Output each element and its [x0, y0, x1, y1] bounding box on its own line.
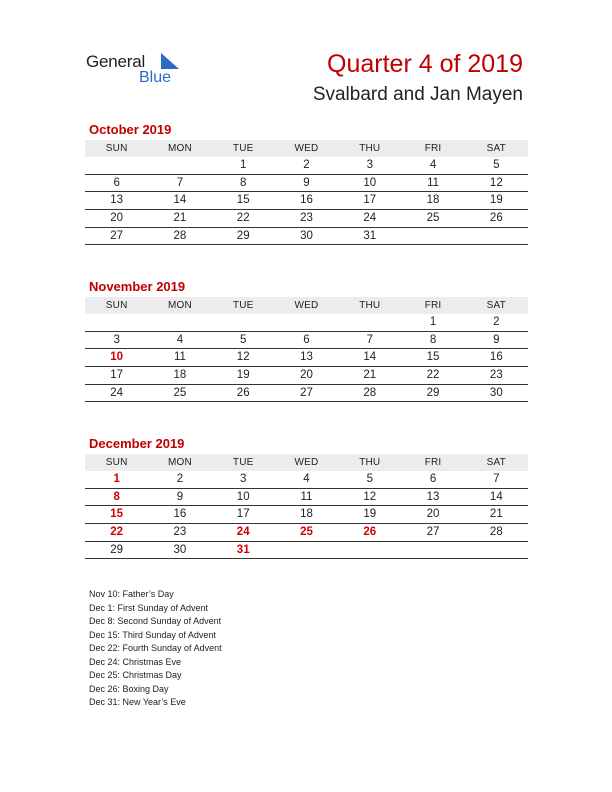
day-cell — [465, 228, 528, 245]
day-cell — [401, 542, 464, 559]
day-cell: 14 — [489, 490, 503, 503]
week-row — [85, 367, 528, 385]
logo-blue-text: Blue — [139, 69, 172, 86]
day-cell: 7 — [176, 176, 184, 189]
holiday-day-cell: 31 — [236, 543, 250, 556]
week-row — [85, 542, 528, 560]
day-cell: 25 — [173, 386, 187, 399]
week-row — [85, 314, 528, 332]
month-november — [85, 279, 528, 402]
day-cell: 21 — [173, 212, 187, 225]
day-cell: 27 — [110, 229, 124, 242]
month-title: December 2019 — [89, 436, 185, 451]
day-cell: 10 — [236, 490, 250, 503]
day-cell: 5 — [240, 333, 247, 346]
day-cell: 6 — [303, 333, 310, 346]
day-cell: 28 — [173, 229, 187, 242]
day-cell: 30 — [300, 229, 313, 242]
day-cell: 3 — [240, 473, 247, 485]
day-cell: 17 — [363, 194, 377, 207]
day-cell: 20 — [426, 508, 440, 521]
day-cell — [148, 314, 211, 331]
day-cell: 20 — [300, 369, 313, 382]
day-cell — [338, 314, 401, 331]
week-row — [85, 332, 528, 350]
weekday-header-row — [85, 454, 528, 471]
day-cell — [148, 157, 211, 174]
weekday-label: FRI — [424, 457, 442, 468]
day-cell: 22 — [426, 369, 440, 382]
day-cell: 13 — [300, 351, 313, 364]
logo-general-text: General — [86, 52, 146, 71]
weekday-label: THU — [359, 300, 381, 311]
holiday-day-cell: 24 — [236, 526, 250, 539]
day-cell: 6 — [113, 176, 120, 189]
holiday-day-cell: 22 — [110, 526, 124, 539]
weekday-header-row — [85, 297, 528, 314]
day-cell — [338, 542, 401, 559]
weekday-header-row — [85, 140, 528, 157]
weekday-label: FRI — [424, 300, 442, 311]
day-cell: 16 — [300, 194, 313, 207]
day-cell: 4 — [303, 473, 310, 485]
week-row — [85, 228, 528, 246]
weekday-label: SAT — [486, 143, 506, 154]
week-row — [85, 489, 528, 507]
day-cell: 29 — [426, 386, 440, 399]
week-row — [85, 157, 528, 175]
day-cell: 25 — [426, 212, 440, 225]
day-cell: 2 — [176, 473, 184, 485]
day-cell: 4 — [176, 333, 184, 346]
weekday-label: TUE — [232, 300, 254, 311]
holiday-day-cell: 8 — [113, 490, 120, 503]
day-cell: 4 — [429, 159, 437, 171]
day-cell: 11 — [427, 176, 440, 189]
day-cell: 17 — [110, 369, 124, 382]
day-cell: 15 — [236, 194, 250, 207]
week-row — [85, 192, 528, 210]
day-cell: 27 — [300, 386, 313, 399]
day-cell: 13 — [110, 194, 124, 207]
holiday-list-item: Nov 10: Father’s Day — [89, 589, 174, 599]
day-cell: 30 — [173, 543, 187, 556]
holiday-day-cell: 1 — [113, 473, 120, 485]
holiday-day-cell: 26 — [363, 526, 377, 539]
day-cell — [275, 314, 338, 331]
holiday-list-item: Dec 1: First Sunday of Advent — [89, 602, 209, 613]
day-cell: 19 — [489, 194, 503, 207]
holiday-list-item: Dec 24: Christmas Eve — [89, 656, 182, 667]
weekday-label: MON — [167, 300, 192, 311]
holiday-list-item: Dec 8: Second Sunday of Advent — [89, 616, 222, 626]
weekday-label: SAT — [486, 457, 506, 468]
holiday-list-item: Dec 22: Fourth Sunday of Advent — [89, 643, 222, 653]
day-cell — [275, 542, 338, 559]
logo-flag-icon — [159, 53, 179, 69]
day-cell: 22 — [236, 212, 250, 225]
day-cell: 26 — [236, 386, 250, 399]
day-cell: 24 — [110, 386, 124, 399]
day-cell: 9 — [176, 490, 184, 503]
holiday-list-item: Dec 25: Christmas Day — [89, 670, 182, 680]
holiday-list-item: Dec 26: Boxing Day — [89, 683, 169, 694]
day-cell: 12 — [489, 176, 503, 189]
holiday-list-item: Dec 31: New Year’s Eve — [89, 697, 186, 707]
month-december — [85, 436, 528, 559]
day-cell — [85, 314, 148, 331]
day-cell: 5 — [366, 473, 373, 485]
weekday-label: WED — [294, 457, 319, 468]
day-cell: 12 — [236, 351, 250, 364]
day-cell: 8 — [429, 333, 437, 346]
weekday-label: FRI — [424, 143, 442, 154]
day-cell: 19 — [236, 369, 250, 382]
day-cell: 28 — [489, 526, 503, 539]
week-row — [85, 210, 528, 228]
week-row — [85, 175, 528, 193]
day-cell: 10 — [363, 176, 377, 189]
day-cell: 14 — [173, 194, 187, 207]
day-cell: 26 — [489, 212, 503, 225]
day-cell: 18 — [173, 369, 187, 382]
month-grid — [85, 297, 528, 402]
month-october — [85, 122, 528, 245]
day-cell: 29 — [236, 229, 250, 242]
week-row — [85, 471, 528, 489]
day-cell: 11 — [173, 351, 186, 364]
day-cell: 2 — [493, 316, 500, 328]
day-cell — [465, 542, 528, 559]
weekday-label: MON — [167, 457, 192, 468]
day-cell: 19 — [363, 508, 377, 521]
month-grid — [85, 140, 528, 245]
day-cell: 21 — [489, 508, 503, 521]
day-cell: 15 — [426, 351, 440, 364]
day-cell: 16 — [489, 351, 503, 364]
weekday-label: THU — [359, 457, 381, 468]
weekday-label: THU — [359, 143, 381, 154]
day-cell: 3 — [113, 333, 120, 346]
week-row — [85, 385, 528, 403]
weekday-label: TUE — [232, 457, 254, 468]
day-cell: 30 — [489, 386, 503, 399]
day-cell: 5 — [493, 159, 500, 171]
day-cell: 18 — [300, 508, 313, 521]
weekday-label: SAT — [486, 300, 506, 311]
week-row — [85, 506, 528, 524]
day-cell: 28 — [363, 386, 377, 399]
weekday-label: MON — [167, 143, 192, 154]
day-cell: 7 — [366, 333, 373, 346]
day-cell: 9 — [303, 176, 310, 189]
day-cell: 21 — [363, 369, 377, 382]
day-cell: 1 — [240, 159, 247, 171]
day-cell: 31 — [363, 229, 377, 242]
day-cell: 23 — [173, 526, 187, 539]
month-grid — [85, 454, 528, 559]
weekday-label: WED — [294, 300, 319, 311]
holiday-day-cell: 25 — [300, 526, 313, 539]
day-cell: 3 — [366, 159, 373, 171]
holiday-day-cell: 10 — [110, 351, 124, 364]
day-cell: 16 — [173, 508, 187, 521]
day-cell: 23 — [300, 212, 313, 225]
day-cell — [85, 157, 148, 174]
day-cell: 13 — [426, 490, 440, 503]
month-title: November 2019 — [89, 279, 186, 294]
day-cell: 20 — [110, 212, 124, 225]
holiday-day-cell: 15 — [110, 508, 124, 521]
holiday-list — [89, 588, 222, 710]
week-row — [85, 349, 528, 367]
month-title: October 2019 — [89, 122, 172, 137]
day-cell: 14 — [363, 351, 377, 364]
country-name: Svalbard and Jan Mayen — [312, 84, 523, 105]
day-cell — [212, 314, 275, 331]
weekday-label: SUN — [105, 300, 128, 311]
day-cell: 8 — [240, 176, 247, 189]
day-cell: 23 — [489, 369, 503, 382]
day-cell: 18 — [426, 194, 440, 207]
day-cell: 11 — [300, 490, 313, 503]
day-cell: 17 — [236, 508, 250, 521]
day-cell — [401, 228, 464, 245]
day-cell: 24 — [363, 212, 377, 225]
day-cell: 27 — [426, 526, 440, 539]
day-cell: 7 — [493, 473, 500, 485]
holiday-list-item: Dec 15: Third Sunday of Advent — [89, 629, 216, 640]
page-title: Quarter 4 of 2019 — [327, 50, 523, 78]
weekday-label: SUN — [105, 143, 128, 154]
day-cell: 1 — [429, 316, 437, 328]
day-cell: 2 — [303, 159, 310, 171]
day-cell: 12 — [363, 490, 377, 503]
weekday-label: TUE — [232, 143, 254, 154]
day-cell: 29 — [110, 543, 124, 556]
week-row — [85, 524, 528, 542]
day-cell: 9 — [493, 333, 500, 346]
weekday-label: WED — [294, 143, 319, 154]
weekday-label: SUN — [105, 457, 128, 468]
day-cell: 6 — [429, 473, 437, 485]
